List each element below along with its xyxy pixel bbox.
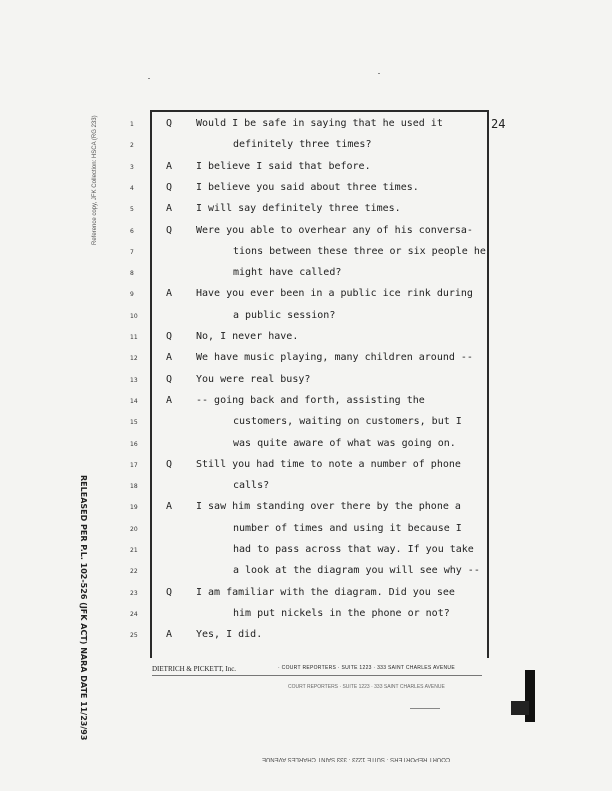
line-text: had to pass across that way. If you take xyxy=(233,544,474,555)
line-number: 17 xyxy=(130,461,138,469)
speaker-label: Q xyxy=(166,118,173,129)
speaker-label: Q xyxy=(166,586,173,598)
line-text: I am familiar with the diagram. Did you see xyxy=(196,586,455,598)
line-number: 24 xyxy=(130,610,138,618)
line-text: No, I never have. xyxy=(196,331,299,342)
scan-speck xyxy=(378,73,380,74)
line-number: 22 xyxy=(130,568,138,576)
line-text: a look at the diagram you will see why -- xyxy=(233,565,480,577)
line-number: 3 xyxy=(130,163,134,171)
footer-address: · COURT REPORTERS · SUITE 1223 · 333 SAINT CHARLES AVENUE xyxy=(278,665,455,671)
line-number: 12 xyxy=(130,355,138,363)
footer-ghost-address: COURT REPORTERS · SUITE 1223 · 333 SAINT CHARLES AVENUE xyxy=(288,684,445,690)
line-number: 13 xyxy=(130,376,138,384)
line-text: number of times and using it because I xyxy=(233,522,462,534)
speaker-label: A xyxy=(166,501,173,513)
line-number: 19 xyxy=(130,504,138,512)
line-number: 21 xyxy=(130,547,138,554)
line-text: Would I be safe in saying that he used it xyxy=(196,118,443,129)
line-number: 5 xyxy=(130,206,134,214)
speaker-label: A xyxy=(166,352,173,364)
speaker-label: A xyxy=(166,629,173,641)
page-border-left xyxy=(150,110,152,658)
line-text: I believe you said about three times. xyxy=(196,181,419,193)
line-number: 7 xyxy=(130,248,134,256)
line-text: Have you ever been in a public ice rink during xyxy=(196,288,473,300)
speaker-label: A xyxy=(166,160,173,172)
scan-speck xyxy=(410,708,440,709)
line-number: 15 xyxy=(130,419,138,427)
speaker-label: Q xyxy=(166,373,173,385)
line-number: 1 xyxy=(130,121,134,128)
line-text: I saw him standing over there by the phone a xyxy=(196,501,461,513)
speaker-label: Q xyxy=(166,458,173,470)
page-number: 24 xyxy=(491,117,506,131)
line-number: 9 xyxy=(130,291,134,299)
scan-edge-mark-small xyxy=(511,701,529,715)
line-number: 20 xyxy=(130,525,138,533)
line-text: You were real busy? xyxy=(196,373,311,385)
line-text: Yes, I did. xyxy=(196,629,263,641)
line-text: Still you had time to note a number of phone xyxy=(196,458,461,470)
line-text: might have called? xyxy=(233,267,342,279)
release-stamp xyxy=(79,475,148,741)
speaker-label: Q xyxy=(166,224,173,236)
scan-speck xyxy=(148,78,150,79)
line-text: him put nickels in the phone or not? xyxy=(233,607,450,619)
line-number: 25 xyxy=(130,632,138,640)
line-text: tions between these three or six people he xyxy=(233,245,486,257)
line-text: customers, waiting on customers, but I xyxy=(233,416,462,428)
line-number: 4 xyxy=(130,184,134,192)
reference-copy-stamp: Reference copy, JFK Collection: HSCA (RG 233) xyxy=(92,115,98,245)
line-number: 8 xyxy=(130,270,134,278)
line-number: 10 xyxy=(130,312,138,320)
line-number: 23 xyxy=(130,589,138,597)
speaker-label: A xyxy=(166,394,173,406)
line-text: calls? xyxy=(233,480,270,492)
line-text: -- going back and forth, assisting the xyxy=(196,394,425,406)
speaker-label: Q xyxy=(166,331,173,342)
line-text: definitely three times? xyxy=(233,139,372,151)
speaker-label: A xyxy=(166,203,173,215)
speaker-label: Q xyxy=(166,181,173,193)
line-number: 11 xyxy=(130,334,138,341)
line-text: I will say definitely three times. xyxy=(196,203,401,215)
line-text: I believe I said that before. xyxy=(196,160,371,172)
release-stamp-text: RELEASED PER P.L. 102-526 (JFK ACT) NARA DATE 11/23/93 xyxy=(79,475,88,741)
footer-rule xyxy=(152,675,482,676)
line-number: 6 xyxy=(130,227,134,235)
page-border-right xyxy=(487,110,489,658)
footer-reporter-name: DIETRICH & PICKETT, Inc. xyxy=(152,665,237,673)
page-border-top xyxy=(150,110,488,112)
speaker-label: A xyxy=(166,288,173,300)
line-number: 16 xyxy=(130,440,138,448)
line-number: 18 xyxy=(130,483,138,491)
line-text: Were you able to overhear any of his conversa- xyxy=(196,224,473,236)
bleedthrough-text: COURT REPORTERS · SUITE 1223 · 333 SAINT CHARLES AVENUE xyxy=(262,756,451,762)
line-text: We have music playing, many children around -- xyxy=(196,352,473,364)
line-number: 2 xyxy=(130,142,134,150)
line-number: 14 xyxy=(130,397,138,405)
line-text: a public session? xyxy=(233,309,336,321)
line-text: was quite aware of what was going on. xyxy=(233,437,456,449)
